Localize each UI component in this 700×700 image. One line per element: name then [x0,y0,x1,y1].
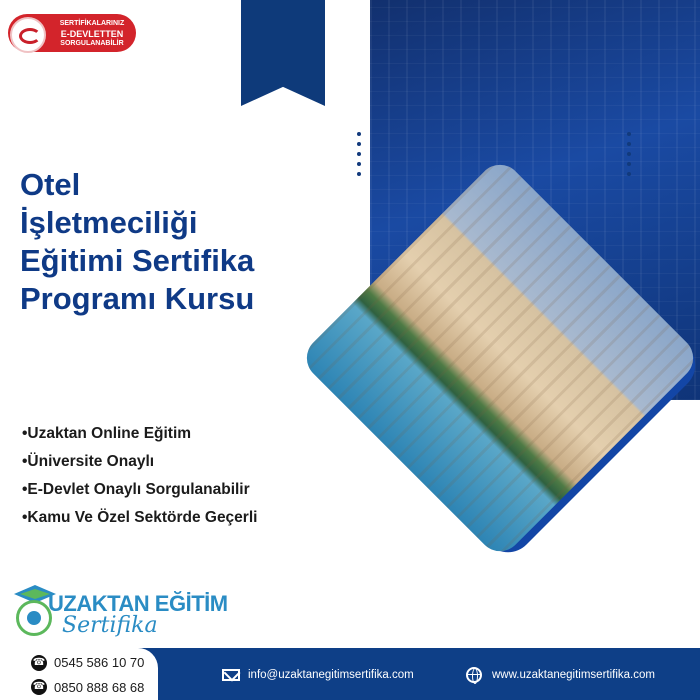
bookmark-ribbon [241,0,325,106]
edevlet-logo-icon [10,17,46,53]
badge-line-2: E-DEVLETTEN [60,29,124,39]
feature-list [22,420,342,532]
logo-seal-icon [16,600,52,636]
title-line-1: Otel [20,167,81,202]
dotted-line-left [357,132,361,182]
brand-name: UZAKTAN EĞİTİM [48,591,228,616]
phone-number-1[interactable]: 0545 586 10 70 [54,655,145,670]
mail-icon [222,669,240,681]
email-link[interactable]: info@uzaktanegitimsertifika.com [248,669,414,681]
phone-number-2[interactable]: 0850 888 68 68 [54,680,145,695]
feature-item: •Kamu Ve Özel Sektörde Geçerli [22,509,258,526]
title-line-2: İşletmeciliği [20,205,198,240]
feature-item: •E-Devlet Onaylı Sorgulanabilir [22,481,250,498]
feature-item: •Üniversite Onaylı [22,453,155,470]
dotted-line-right [627,132,631,182]
brand-subtitle: Sertifika [62,613,158,638]
globe-icon [466,667,482,683]
badge-line-3: SORGULANABİLİR [60,40,124,47]
title-line-3: Eğitimi Sertifika [20,243,255,278]
title-line-4: Programı Kursu [20,281,255,316]
website-link[interactable]: www.uzaktanegitimsertifika.com [492,669,655,681]
whatsapp-icon: ☎ [31,679,47,695]
badge-text [50,19,134,49]
feature-item: •Uzaktan Online Eğitim [22,425,192,442]
badge-line-1: SERTİFİKALARINIZ [59,20,125,27]
phone-icon: ☎ [31,655,47,671]
course-title [20,166,320,318]
